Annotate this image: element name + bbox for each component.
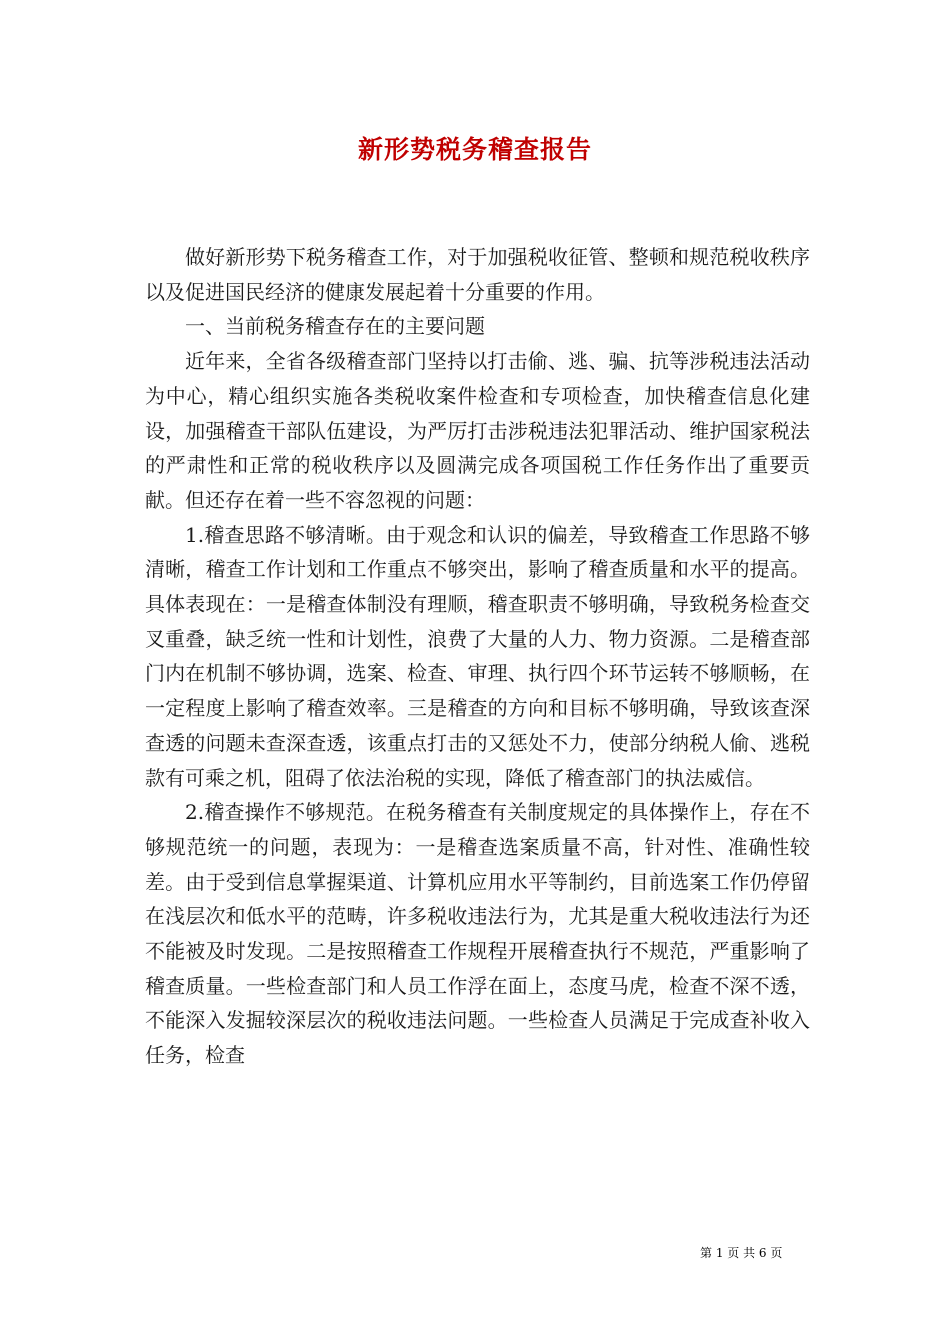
paragraph-point-2: 2.稽查操作不够规范。在税务稽查有关制度规定的具体操作上，存在不够规范统一的问题，表现为：一是稽查选案质量不高，针对性、准确性较差。由于受到信息掌握渠道、计算机应用水平等制约，目前选案工作仍停留在浅层次和低水平的范畴，许多税收违法行为，尤其是重大税收违法行为还不能被及时发现。二是按照稽查工作规程开展稽查执行不规范，严重影响了稽查质量。一些检查部门和人员工作浮在面上，态度马虎，检查不深不透，不能深入发掘较深层次的税收违法问题。一些检查人员满足于完成查补收入任务，检查 bbox=[145, 800, 810, 1068]
page-number: 第 1 页 共 6 页 bbox=[700, 1246, 783, 1260]
paragraph-point-1: 1.稽查思路不够清晰。由于观念和认识的偏差，导致稽查工作思路不够清晰，稽查工作计划和工作重点不够突出，影响了稽查质量和水平的提高。具体表现在：一是稽查体制没有理顺，稽查职责不够明确，导致税务检查交叉重叠，缺乏统一性和计划性，浪费了大量的人力、物力资源。二是稽查部门内在机制不够协调，选案、检查、审理、执行四个环节运转不够顺畅，在一定程度上影响了稽查效率。三是稽查的方向和目标不够明确，导致该查深查透的问题未查深查透，该重点打击的又惩处不力，使部分纳税人偷、逃税款有可乘之机，阻碍了依法治税的实现，降低了稽查部门的执法威信。 bbox=[145, 522, 810, 790]
document-body bbox=[145, 240, 810, 1073]
section-heading: 一、当前税务稽查存在的主要问题 bbox=[185, 314, 485, 339]
document-title: 新形势税务稽查报告 bbox=[357, 135, 592, 164]
paragraph-overview: 近年来，全省各级稽查部门坚持以打击偷、逃、骗、抗等涉税违法活动为中心，精心组织实施各类税收案件检查和专项检查，加快稽查信息化建设，加强稽查干部队伍建设，为严厉打击涉税违法犯罪活动、维护国家税法的严肃性和正常的税收秩序以及圆满完成各项国税工作任务作出了重要贡献。但还存在着一些不容忽视的问题： bbox=[145, 349, 810, 512]
intro-paragraph: 做好新形势下税务稽查工作，对于加强税收征管、整顿和规范税收秩序以及促进国民经济的健康发展起着十分重要的作用。 bbox=[145, 245, 810, 304]
